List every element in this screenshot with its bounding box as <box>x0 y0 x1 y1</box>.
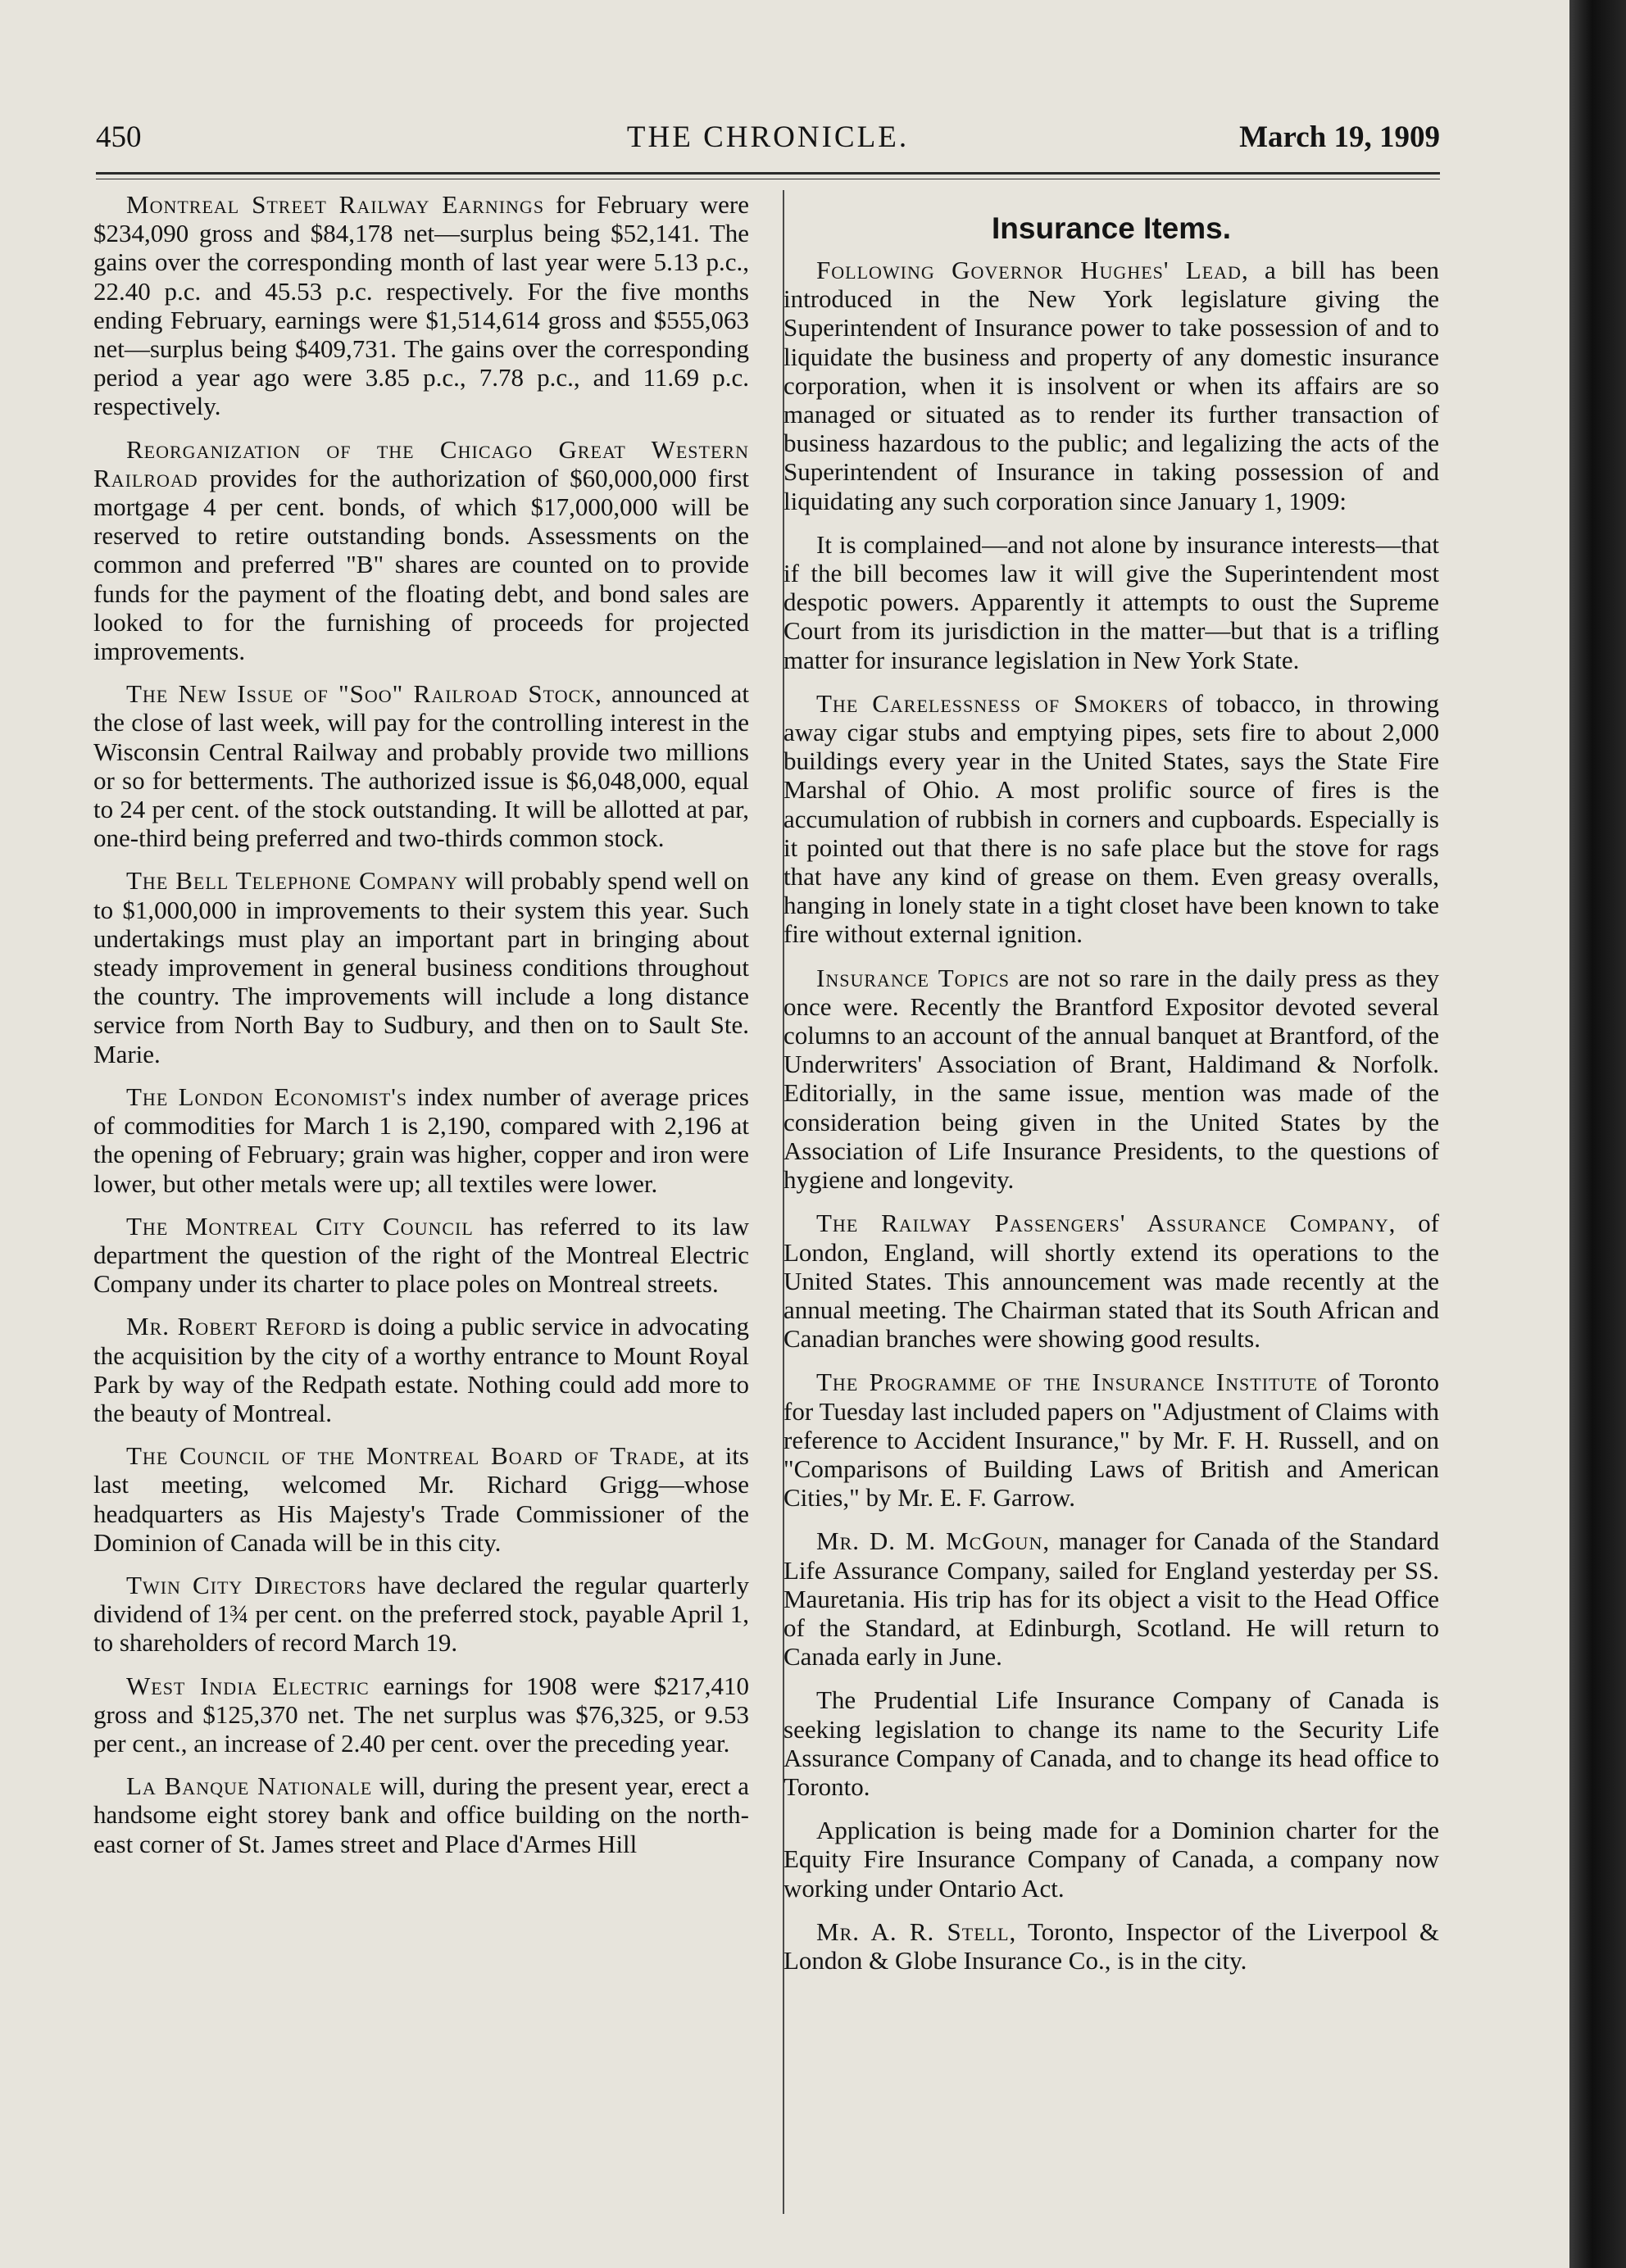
header-rule <box>96 172 1440 175</box>
paragraph-text: earnings for 1908 were $217,410 gross and $125,370 net. The net surplus was $76,325, or 9.53 per cent., an increase of 2.40 per cent. over the preceding year. <box>93 1671 749 1758</box>
paragraph-lead: West India Electric <box>126 1671 370 1700</box>
article-paragraph <box>93 1312 749 1427</box>
page-header <box>96 113 1440 162</box>
binding-edge <box>1569 0 1626 2268</box>
publication-title: THE CHRONICLE. <box>626 120 910 154</box>
paragraph-lead: La Banque Nationale <box>126 1771 373 1801</box>
article-paragraph <box>783 1368 1439 1512</box>
page-number: 450 <box>96 120 142 154</box>
paragraph-text: announced at the close of last week, will pay for the controlling interest in the Wisconsin Central Railway and probably provide two millions or so for betterments. The authorized issue is $6,048,000, equal to 24 per cent. of the stock outstanding. It will be allotted at par, one-third being preferred and two-thirds common stock. <box>93 679 749 853</box>
article-paragraph <box>93 679 749 852</box>
paragraph-text: will, during the present year, erect a handsome eight storey bank and office building on the north-east corner of St. James street and Place d'Armes Hill <box>93 1771 749 1858</box>
paragraph-text: Toronto, Inspector of the Liverpool & London & Globe Insurance Co., is in the city. <box>783 1916 1439 1975</box>
article-paragraph <box>783 530 1439 674</box>
paragraph-text: index number of average prices of commodities for March 1 is 2,190, compared with 2,196 at the opening of February; grain was higher, copper and iron were lower, but other metals were up; all textiles were lower. <box>93 1082 749 1198</box>
paragraph-text: is doing a public service in advocating the acquisition by the city of a worthy entrance to Mount Royal Park by way of the Redpath estate. Nothing could add more to the beauty of Montreal. <box>93 1312 749 1427</box>
paragraph-lead: The Carelessness of Smokers <box>816 688 1170 718</box>
article-paragraph <box>783 1526 1439 1671</box>
paragraph-text: It is complained—and not alone by insurance interests—that if the bill becomes law it will give the Superintendent most despotic powers. Apparently it attempts to oust the Supreme Court from its jurisdiction in the matter—but that is a trifling matter for insurance legislation in New York State. <box>783 529 1439 674</box>
paragraph-text: has referred to its law department the question of the right of the Montreal Electric Company under its charter to place poles on Montreal streets. <box>93 1211 749 1299</box>
paragraph-lead: The Programme of the Insurance Institute <box>816 1368 1319 1397</box>
paragraph-text: a bill has been introduced in the New York legislature giving the Superintendent of Insurance power to take possession of and to liquidate the business and property of any domestic insurance corporation, when it is insolvent or when its affairs are so managed or situated as to render its further transaction of business hazardous to the public; and legalizing the acts of the Superintendent of Insurance in taking possession of and liquidating any such corporation since January 1, 1909: <box>783 256 1439 515</box>
right-column <box>783 190 1439 1989</box>
paragraph-lead: The Council of the Montreal Board of Trade, <box>126 1441 686 1471</box>
paragraph-text: Application is being made for a Dominion charter for the Equity Fire Insurance Company of Canada, a company now working under Ontario Act. <box>783 1816 1439 1903</box>
paragraph-lead: Mr. D. M. McGoun, <box>816 1526 1051 1556</box>
section-heading: Insurance Items. <box>991 211 1231 245</box>
paragraph-text: of London, England, will shortly extend its operations to the United States. This announcement was made recently at the annual meeting. The Chairman stated that its South African and Canadian branches were showing good results. <box>783 1209 1440 1354</box>
paragraph-text: The Prudential Life Insurance Company of Canada is seeking legislation to change its name to the Security Life Assurance Company of Canada, and to change its head office to Toronto. <box>783 1685 1439 1801</box>
article-paragraph <box>783 964 1439 1195</box>
paragraph-text: provides for the authorization of $60,000,000 first mortgage 4 per cent. bonds, of which $17,000,000 will be reserved to retire outstanding bonds. Assessments on the common and preferred "B" shares are counted on to provide funds for the payment of the floating debt, and bond sales are looked to for the furnishing of proceeds for projected improvements. <box>93 463 749 666</box>
paragraph-text: will probably spend well on to $1,000,000 in improvements to their system this year. Such undertakings must play an important part in bringing about steady improvement in general business conditions throughout the country. The improvements will include a long distance service from North Bay to Sudbury, and then on to Sault Ste. Marie. <box>93 866 749 1068</box>
article-paragraph <box>93 1441 749 1557</box>
paragraph-lead: Reorganization of the Chicago Great Western Railroad <box>93 434 749 492</box>
paragraph-text: at its last meeting, welcomed Mr. Richard Grigg—whose headquarters as His Majesty's Trade Commissioner of the Dominion of Canada will be in this city. <box>93 1441 749 1557</box>
article-paragraph <box>783 689 1439 949</box>
paragraph-lead: Twin City Directors <box>126 1570 367 1599</box>
paragraph-text: of tobacco, in throwing away cigar stubs and emptying pipes, sets fire to about 2,000 buildings every year in the United States, says the State Fire Marshal of Ohio. A most prolific source of fires is the accumulation of rubbish in corners and cupboards. Especially is it pointed out that there is no safe place but the stove for rags that have any kind of grease on them. Even greasy overalls, hanging in lonely state in a tight closet have been known to take fire without external ignition. <box>783 688 1440 949</box>
article-paragraph <box>783 1917 1439 1975</box>
paragraph-lead: The Bell Telephone Company <box>126 866 459 896</box>
paragraph-lead: Montreal Street Railway Earnings <box>126 190 545 219</box>
paragraph-lead: Insurance Topics <box>816 963 1011 992</box>
paragraph-lead: The Railway Passengers' Assurance Company, <box>816 1209 1397 1238</box>
article-paragraph <box>783 1816 1439 1903</box>
article-paragraph <box>783 1685 1439 1801</box>
paragraph-lead: The Montreal City Council <box>126 1211 474 1241</box>
article-paragraph <box>783 1209 1439 1353</box>
paragraph-text: of Toronto for Tuesday last included papers on "Adjustment of Claims with reference to Accident Insurance," by Mr. F. H. Russell, and on "Comparisons of Building Laws of British and American Cities," by Mr. E. F. Garrow. <box>783 1368 1439 1513</box>
article-paragraph <box>93 1672 749 1758</box>
article-paragraph <box>93 1212 749 1299</box>
article-paragraph <box>783 256 1439 515</box>
paragraph-text: are not so rare in the daily press as they once were. Recently the Brantford Expositor devoted several columns to an account of the annual banquet at Brantford, of the Underwriters' Association of Brant, Haldimand & Norfolk. Editorially, in the same issue, mention was made of the consideration being given in the United States by the Association of Life Insurance Presidents, to the questions of hygiene and longevity. <box>783 963 1439 1195</box>
left-column <box>93 190 749 1872</box>
article-paragraph <box>93 1082 749 1198</box>
paragraph-lead: The London Economist's <box>126 1082 408 1111</box>
article-paragraph <box>93 1571 749 1658</box>
paragraph-lead: The New Issue of "Soo" Railroad Stock, <box>126 679 602 709</box>
article-paragraph <box>93 866 749 1068</box>
paragraph-text: manager for Canada of the Standard Life Assurance Company, sailed for England yesterday per SS. Mauretania. His trip has for its object a visit to the Head Office of the Standard, at Edinburgh, Scotland. He will return to Canada early in June. <box>783 1526 1439 1672</box>
article-paragraph <box>93 435 749 666</box>
paragraph-lead: Mr. A. R. Stell, <box>816 1916 1017 1946</box>
article-paragraph <box>93 1771 749 1858</box>
article-paragraph <box>93 190 749 421</box>
issue-date: March 19, 1909 <box>1239 120 1440 154</box>
paragraph-text: for February were $234,090 gross and $84,178 net—surplus being $52,141. The gains over the corresponding month of last year were 5.13 p.c., 22.40 p.c. and 45.53 p.c. respectively. For the five months ending February, earnings were $1,514,614 gross and $555,063 net—surplus being $409,731. The gains over the corresponding period a year ago were 3.85 p.c., 7.78 p.c., and 11.69 p.c. respectively. <box>93 190 750 421</box>
paragraph-text: have declared the regular quarterly dividend of 1¾ per cent. on the preferred stock, payable April 1, to shareholders of record March 19. <box>93 1570 749 1658</box>
paragraph-lead: Following Governor Hughes' Lead, <box>816 256 1249 284</box>
paragraph-lead: Mr. Robert Reford <box>126 1312 347 1341</box>
